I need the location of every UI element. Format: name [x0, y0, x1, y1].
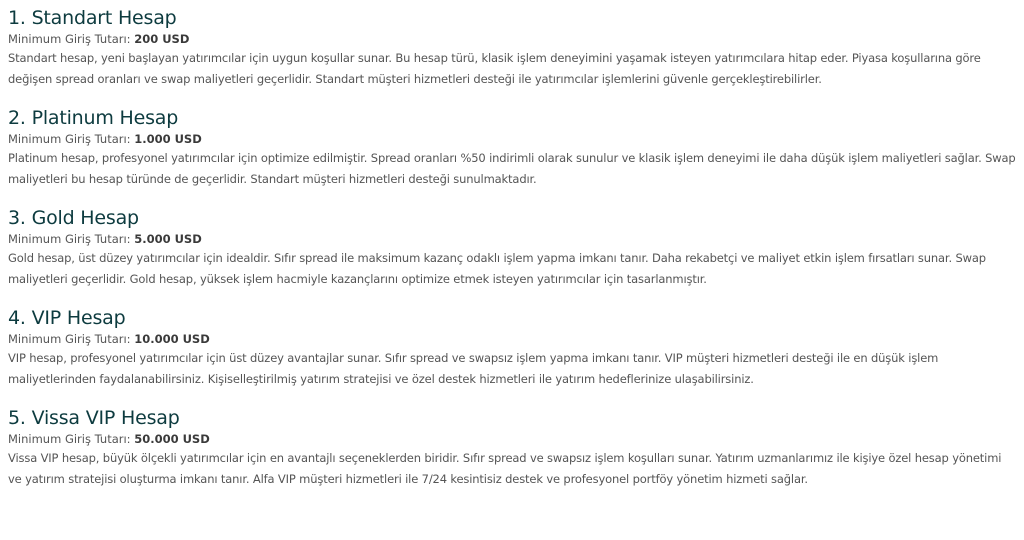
account-title: 2. Platinum Hesap — [8, 107, 179, 129]
minimum-deposit-label: Minimum Giriş Tutarı: — [8, 32, 131, 46]
minimum-deposit-label: Minimum Giriş Tutarı: — [8, 132, 131, 146]
minimum-deposit — [8, 230, 1016, 248]
account-description: Gold hesap, üst düzey yatırımcılar için idealdir. Sıfır spread ile maksimum kazanç odaklı işlem yapma imkanı tanır. Daha rekabetçi ve maliyet etkin işlem fırsatları sunar. Swap maliyetleri geçerlidir. Gold hesap, yüksek işlem hacmiyle kazançlarını optimize etmek isteyen yatırımcılar için tasarlanmıştır. — [8, 251, 986, 286]
minimum-deposit — [8, 330, 1016, 348]
account-vissa-vip — [8, 406, 1016, 490]
account-gold — [8, 206, 1016, 290]
account-title: 3. Gold Hesap — [8, 207, 139, 229]
account-title: 5. Vissa VIP Hesap — [8, 407, 180, 429]
account-description: Vissa VIP hesap, büyük ölçekli yatırımcılar için en avantajlı seçeneklerden biridir. Sıfır spread ve swapsız işlem koşulları sunar. Yatırım uzmanlarımız ile kişiye özel hesap yönetimi ve yatırım stratejisi oluşturma imkanı tanır. Alfa VIP müşteri hizmetleri ile 7/24 kesintisiz destek ve profesyonel portföy yönetim hizmeti sağlar. — [8, 451, 1002, 486]
minimum-deposit-value: 5.000 USD — [134, 232, 202, 246]
account-description: Standart hesap, yeni başlayan yatırımcılar için uygun koşullar sunar. Bu hesap türü, klasik işlem deneyimini yaşamak isteyen yatırımcılara hitap eder. Piyasa koşullarına göre değişen spread oranları ve swap maliyetleri geçerlidir. Standart müşteri hizmetleri desteği ile yatırımcılar işlemlerini güvenle gerçekleştirebilirler. — [8, 51, 981, 86]
account-standart — [8, 6, 1016, 90]
account-description: Platinum hesap, profesyonel yatırımcılar için optimize edilmiştir. Spread oranları %50 indirimli olarak sunulur ve klasik işlem deneyimi ile daha düşük işlem maliyetleri sağlar. Swap maliyetleri bu hesap türünde de geçerlidir. Standart müşteri hizmetleri desteği sunulmaktadır. — [8, 151, 1016, 186]
account-title: 1. Standart Hesap — [8, 7, 177, 29]
account-vip — [8, 306, 1016, 390]
account-description: VIP hesap, profesyonel yatırımcılar için üst düzey avantajlar sunar. Sıfır spread ve swapsız işlem yapma imkanı tanır. VIP müşteri hizmetleri desteği ile en düşük işlem maliyetlerinden faydalanabilirsiniz. Kişiselleştirilmiş yatırım stratejisi ve özel destek hizmetleri ile yatırım hedeflerinize ulaşabilirsiniz. — [8, 351, 939, 386]
minimum-deposit-label: Minimum Giriş Tutarı: — [8, 332, 131, 346]
minimum-deposit-value: 50.000 USD — [134, 432, 210, 446]
minimum-deposit-label: Minimum Giriş Tutarı: — [8, 432, 131, 446]
minimum-deposit-value: 10.000 USD — [134, 332, 210, 346]
account-platinum — [8, 106, 1016, 190]
minimum-deposit — [8, 430, 1016, 448]
minimum-deposit-value: 200 USD — [134, 32, 190, 46]
minimum-deposit — [8, 130, 1016, 148]
minimum-deposit-label: Minimum Giriş Tutarı: — [8, 232, 131, 246]
account-title: 4. VIP Hesap — [8, 307, 126, 329]
minimum-deposit — [8, 30, 1016, 48]
minimum-deposit-value: 1.000 USD — [134, 132, 202, 146]
